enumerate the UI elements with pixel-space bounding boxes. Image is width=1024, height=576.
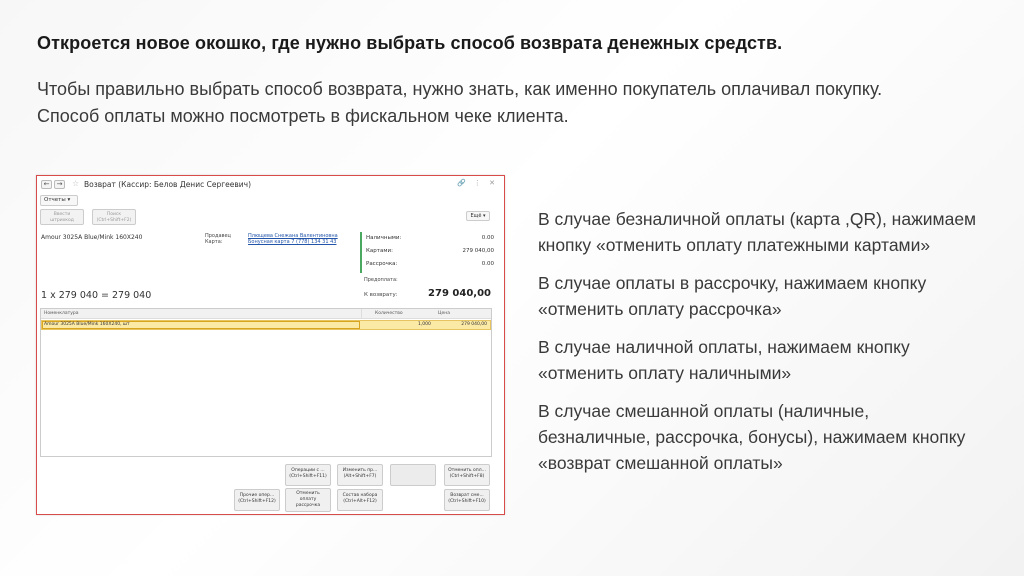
- col-price-header: Цена: [438, 311, 450, 316]
- row-price: 279 040,00: [461, 322, 487, 327]
- empty-button[interactable]: [390, 464, 436, 486]
- enter-barcode-button[interactable]: Ввести штрихкод: [40, 209, 84, 225]
- favorite-star-icon[interactable]: ☆: [72, 179, 80, 188]
- intro-text: Чтобы правильно выбрать способ возврата, нужно знать, как именно покупатель оплачивал покупку. Способ оплаты можно посмотреть в фискальном чеке клиента.: [37, 79, 883, 126]
- instruction-mixed: В случае смешанной оплаты (наличные, безналичные, рассрочка, бонусы), нажимаем кнопку «возврат смешанной оплаты»: [538, 401, 966, 473]
- seller-labels: Продавец Карта:: [205, 233, 231, 245]
- row-qty: 1,000: [418, 322, 431, 327]
- price-formula: 1 x 279 040 = 279 040: [41, 290, 152, 301]
- col-qty-header: Количество: [375, 311, 403, 316]
- cancel-installment-button[interactable]: Отменить оплату рассрочка: [285, 488, 331, 512]
- table-row[interactable]: [41, 320, 491, 330]
- operations-with-button[interactable]: Операции с ... (Ctrl+Shift+F11): [285, 464, 331, 486]
- return-window-screenshot: [36, 175, 505, 515]
- window-controls-icon[interactable]: 🔗 ⋮ ✕: [456, 179, 498, 187]
- window-title: Возврат (Кассир: Белов Денис Сергеевич): [84, 180, 252, 189]
- product-name: Amour 3025A Blue/Mink 160X240: [41, 234, 143, 241]
- payment-summary: [360, 232, 495, 273]
- kit-composition-button[interactable]: Состав набора (Ctrl+Alt+F12): [337, 489, 383, 511]
- payment-cards: Картами: 279 040,00: [366, 248, 494, 254]
- reports-button[interactable]: Отчеты ▾: [40, 195, 78, 206]
- back-arrow-icon[interactable]: ←: [41, 180, 52, 189]
- to-return-label: К возврату:: [364, 292, 398, 298]
- row-name: Amour 3025A Blue/Mink 160X240, шт: [44, 322, 130, 327]
- instructions-list: [538, 206, 978, 488]
- to-return-value: 279 040,00: [428, 288, 491, 299]
- window-titlebar: [37, 176, 504, 192]
- instruction-installment: В случае оплаты в рассрочку, нажимаем кнопку «отменить оплату рассрочка»: [538, 273, 927, 319]
- seller-links[interactable]: Плющева Снежана Валентиновна Бонусная карта 7 (778) 134 31 43: [248, 233, 338, 245]
- payment-installment: Рассрочка: 0.00: [366, 261, 494, 267]
- more-button[interactable]: Ещё ▾: [466, 211, 490, 221]
- instruction-cash: В случае наличной оплаты, нажимаем кнопку «отменить оплату наличными»: [538, 337, 910, 383]
- other-operations-button[interactable]: Прочие опер... (Ctrl+Shift+F12): [234, 489, 280, 511]
- change-price-button[interactable]: Изменить пр... (Alt+Shift+F7): [337, 464, 383, 486]
- table-header: [41, 309, 491, 319]
- goods-table: [40, 308, 492, 457]
- page-heading: Откроется новое окошко, где нужно выбрать способ возврата денежных средств.: [37, 33, 783, 53]
- payment-cash: Наличными: 0.00: [366, 235, 494, 241]
- forward-arrow-icon[interactable]: →: [54, 180, 65, 189]
- cancel-card-payment-button[interactable]: Отменить опл... (Ctrl+Shift+F8): [444, 464, 490, 486]
- search-button[interactable]: Поиск (Ctrl+Shift+F2): [92, 209, 136, 225]
- prepayment-label: Предоплата:: [364, 277, 398, 283]
- instruction-cashless: В случае безналичной оплаты (карта ,QR), нажимаем кнопку «отменить оплату платежными картами»: [538, 209, 977, 255]
- mixed-return-button[interactable]: Возврат сме... (Ctrl+Shift+F10): [444, 489, 490, 511]
- col-name-header: Номенклатура: [44, 311, 79, 316]
